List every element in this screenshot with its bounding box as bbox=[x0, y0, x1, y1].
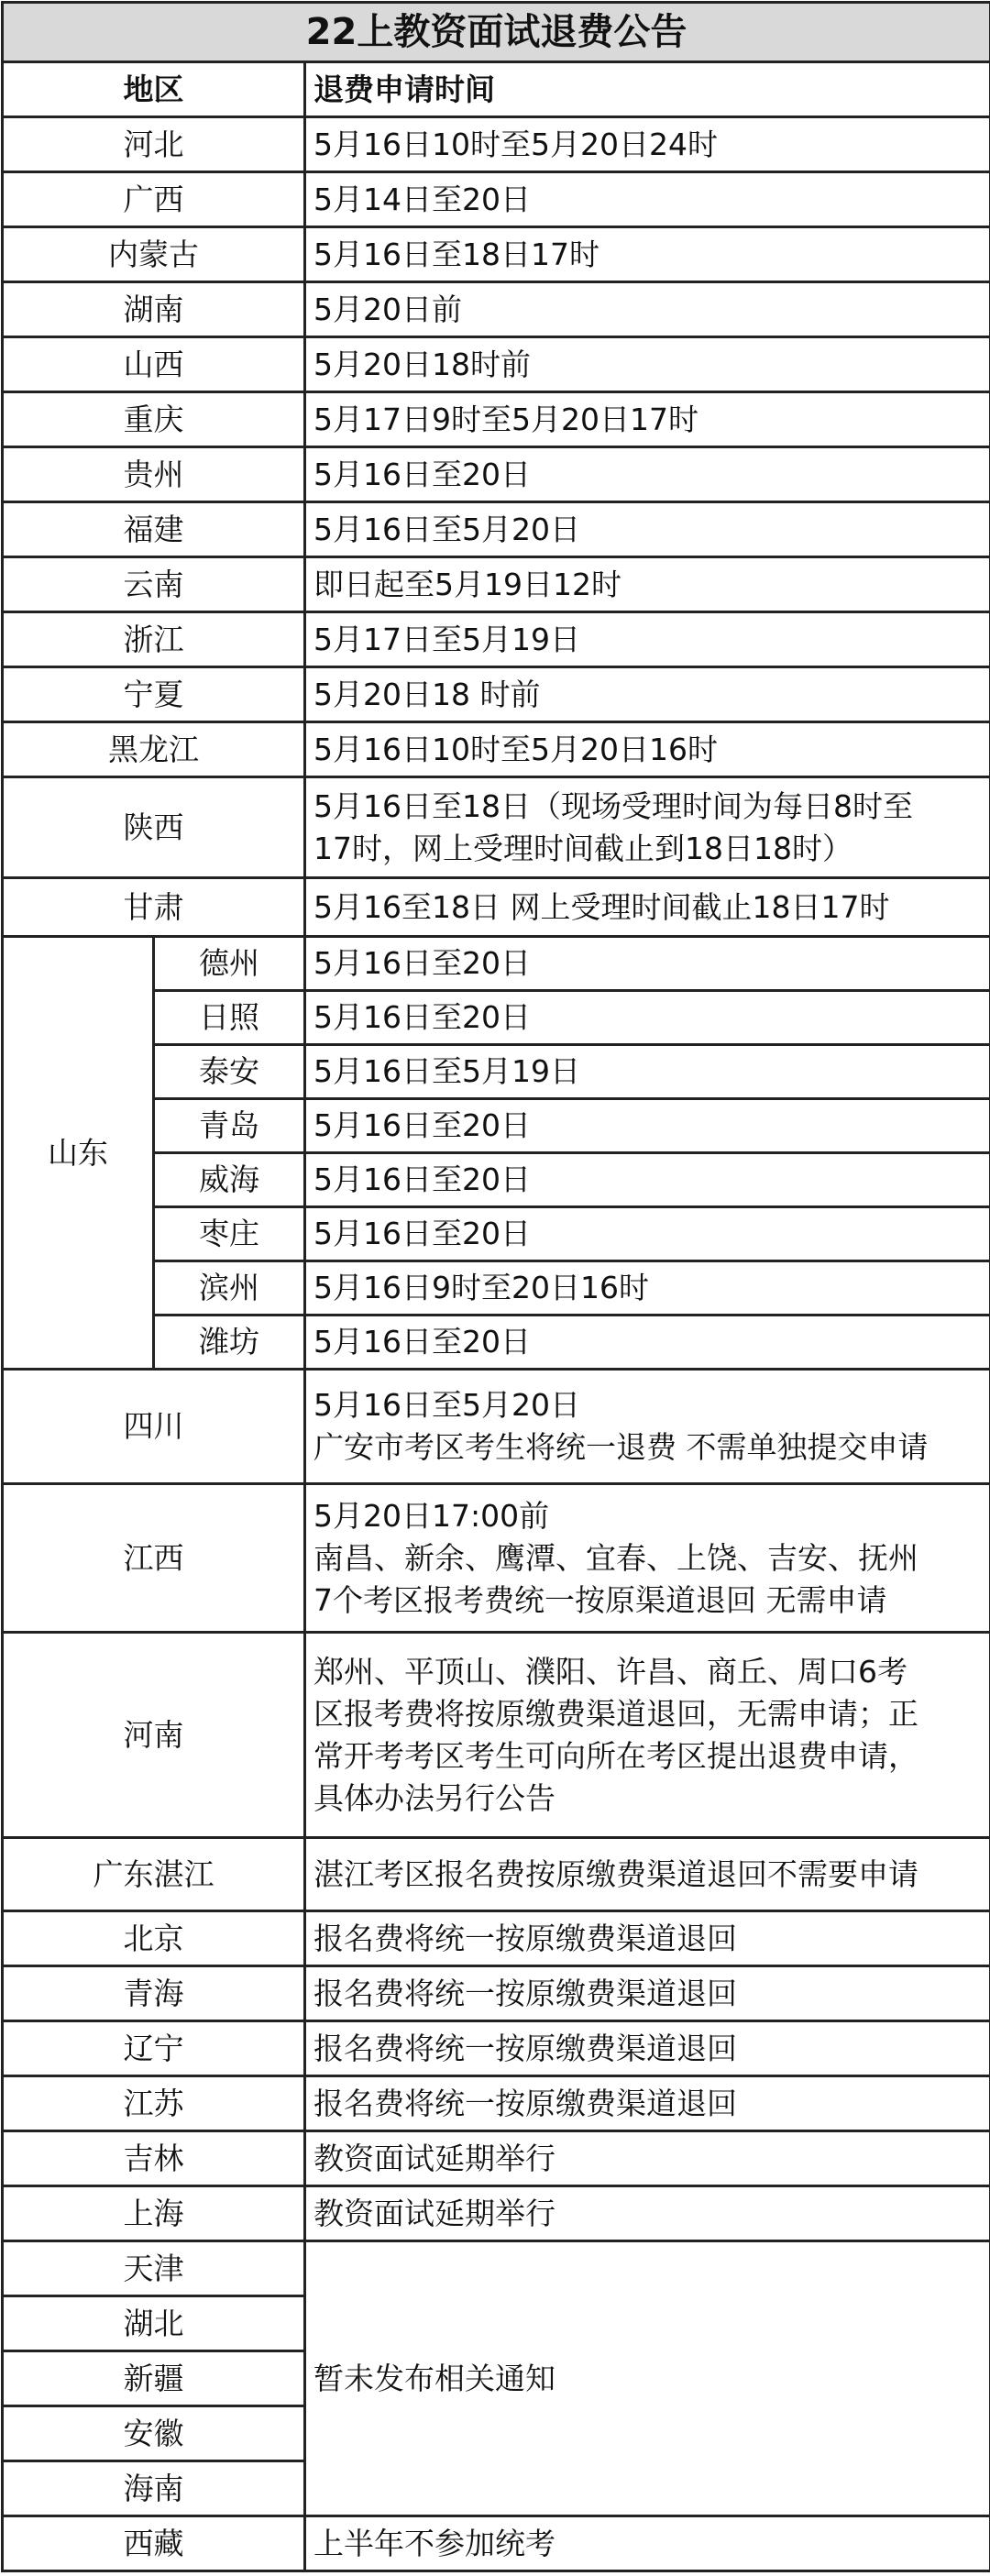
table-row bbox=[3, 722, 990, 777]
table-row bbox=[3, 2186, 990, 2241]
time-cell: 5月20日17:00前 南昌、新余、鹰潭、宜春、上饶、吉安、抚州 7个考区报考费统一按原渠道退回 无需申请 bbox=[305, 1484, 990, 1633]
city-cell: 德州 bbox=[154, 937, 305, 991]
time-cell: 5月16日至5月20日 广安市考区考生将统一退费 不需单独提交申请 bbox=[305, 1370, 990, 1484]
table-row bbox=[3, 2021, 990, 2076]
table-row bbox=[3, 1633, 990, 1838]
time-cell: 5月16日至18日（现场受理时间为每日8时至 17时，网上受理时间截止到18日18时） bbox=[305, 777, 990, 878]
table-row bbox=[3, 1370, 990, 1484]
table-row bbox=[3, 282, 990, 337]
time-cell: 5月16日至20日 bbox=[305, 1316, 990, 1370]
time-cell: 即日起至5月19日12时 bbox=[305, 557, 990, 612]
time-cell: 湛江考区报名费按原缴费渠道退回不需要申请 bbox=[305, 1838, 990, 1911]
region-cell: 湖南 bbox=[3, 282, 305, 337]
table-row bbox=[3, 878, 990, 937]
table-row bbox=[3, 2516, 990, 2571]
region-cell: 广西 bbox=[3, 172, 305, 227]
region-cell: 西藏 bbox=[3, 2516, 305, 2571]
city-cell: 泰安 bbox=[154, 1045, 305, 1099]
table-row bbox=[3, 612, 990, 667]
time-cell: 5月16日至20日 bbox=[305, 1099, 990, 1153]
table-row bbox=[3, 2241, 990, 2296]
region-cell: 青海 bbox=[3, 1966, 305, 2021]
time-cell: 5月16日至18日17时 bbox=[305, 227, 990, 282]
region-cell: 山西 bbox=[3, 337, 305, 392]
region-cell: 陕西 bbox=[3, 777, 305, 878]
table-row bbox=[3, 447, 990, 502]
region-cell: 山东 bbox=[3, 937, 154, 1370]
region-cell: 天津 bbox=[3, 2241, 305, 2296]
time-cell: 5月16日至20日 bbox=[305, 447, 990, 502]
table-row bbox=[3, 2076, 990, 2131]
table-row bbox=[3, 117, 990, 172]
refund-table bbox=[1, 1, 990, 2572]
region-cell: 上海 bbox=[3, 2186, 305, 2241]
region-cell: 安徽 bbox=[3, 2406, 305, 2461]
time-cell: 5月16日至5月19日 bbox=[305, 1045, 990, 1099]
header-row bbox=[3, 62, 990, 117]
city-cell: 日照 bbox=[154, 991, 305, 1045]
table-row bbox=[3, 1911, 990, 1966]
table-row bbox=[3, 337, 990, 392]
time-cell: 报名费将统一按原缴费渠道退回 bbox=[305, 1966, 990, 2021]
region-cell: 云南 bbox=[3, 557, 305, 612]
time-cell: 5月16日10时至5月20日24时 bbox=[305, 117, 990, 172]
header-time: 退费申请时间 bbox=[305, 62, 990, 117]
time-cell: 5月17日至5月19日 bbox=[305, 612, 990, 667]
table-row bbox=[3, 777, 990, 878]
region-cell: 新疆 bbox=[3, 2351, 305, 2406]
time-cell: 报名费将统一按原缴费渠道退回 bbox=[305, 2021, 990, 2076]
region-cell: 河南 bbox=[3, 1633, 305, 1838]
region-cell: 吉林 bbox=[3, 2131, 305, 2186]
time-cell: 5月16日至20日 bbox=[305, 1207, 990, 1261]
time-cell: 5月17日9时至5月20日17时 bbox=[305, 392, 990, 447]
region-cell: 四川 bbox=[3, 1370, 305, 1484]
region-cell: 海南 bbox=[3, 2461, 305, 2516]
time-cell: 5月16日至5月20日 bbox=[305, 502, 990, 557]
time-cell: 5月16日至20日 bbox=[305, 1153, 990, 1207]
table-row bbox=[3, 557, 990, 612]
time-cell: 教资面试延期举行 bbox=[305, 2131, 990, 2186]
region-cell: 浙江 bbox=[3, 612, 305, 667]
time-cell: 5月14日至20日 bbox=[305, 172, 990, 227]
header-region: 地区 bbox=[3, 62, 305, 117]
time-cell: 5月16日至20日 bbox=[305, 991, 990, 1045]
region-cell: 重庆 bbox=[3, 392, 305, 447]
time-cell: 5月16日9时至20日16时 bbox=[305, 1261, 990, 1316]
region-cell: 福建 bbox=[3, 502, 305, 557]
time-cell: 5月20日前 bbox=[305, 282, 990, 337]
table-row bbox=[3, 1966, 990, 2021]
region-cell: 贵州 bbox=[3, 447, 305, 502]
region-cell: 江苏 bbox=[3, 2076, 305, 2131]
time-cell: 报名费将统一按原缴费渠道退回 bbox=[305, 2076, 990, 2131]
city-cell: 青岛 bbox=[154, 1099, 305, 1153]
table-row bbox=[3, 1838, 990, 1911]
time-cell: 郑州、平顶山、濮阳、许昌、商丘、周口6考 区报考费将按原缴费渠道退回，无需申请；正 常开考考区考生可向所在考区提出退费申请， 具体办法另行公告 bbox=[305, 1633, 990, 1838]
time-cell: 教资面试延期举行 bbox=[305, 2186, 990, 2241]
time-cell: 5月16日10时至5月20日16时 bbox=[305, 722, 990, 777]
time-cell: 报名费将统一按原缴费渠道退回 bbox=[305, 1911, 990, 1966]
region-cell: 内蒙古 bbox=[3, 227, 305, 282]
time-cell: 5月20日18时前 bbox=[305, 337, 990, 392]
time-cell: 5月20日18 时前 bbox=[305, 667, 990, 722]
time-cell: 上半年不参加统考 bbox=[305, 2516, 990, 2571]
table-title: 22上教资面试退费公告 bbox=[3, 3, 990, 62]
table-row bbox=[3, 392, 990, 447]
time-cell: 5月16日至20日 bbox=[305, 937, 990, 991]
city-cell: 潍坊 bbox=[154, 1316, 305, 1370]
city-cell: 滨州 bbox=[154, 1261, 305, 1316]
region-cell: 江西 bbox=[3, 1484, 305, 1633]
region-cell: 黑龙江 bbox=[3, 722, 305, 777]
region-cell: 宁夏 bbox=[3, 667, 305, 722]
region-cell: 辽宁 bbox=[3, 2021, 305, 2076]
region-cell: 河北 bbox=[3, 117, 305, 172]
table-row bbox=[3, 2131, 990, 2186]
region-cell: 北京 bbox=[3, 1911, 305, 1966]
table-row bbox=[3, 227, 990, 282]
table-row bbox=[3, 1484, 990, 1633]
table-row bbox=[3, 172, 990, 227]
title-row bbox=[3, 3, 990, 62]
table-row bbox=[3, 937, 990, 991]
time-cell: 暂未发布相关通知 bbox=[305, 2241, 990, 2516]
city-cell: 威海 bbox=[154, 1153, 305, 1207]
region-cell: 湖北 bbox=[3, 2296, 305, 2351]
region-cell: 广东湛江 bbox=[3, 1838, 305, 1911]
time-cell: 5月16至18日 网上受理时间截止18日17时 bbox=[305, 878, 990, 937]
table-row bbox=[3, 502, 990, 557]
table-row bbox=[3, 667, 990, 722]
region-cell: 甘肃 bbox=[3, 878, 305, 937]
city-cell: 枣庄 bbox=[154, 1207, 305, 1261]
